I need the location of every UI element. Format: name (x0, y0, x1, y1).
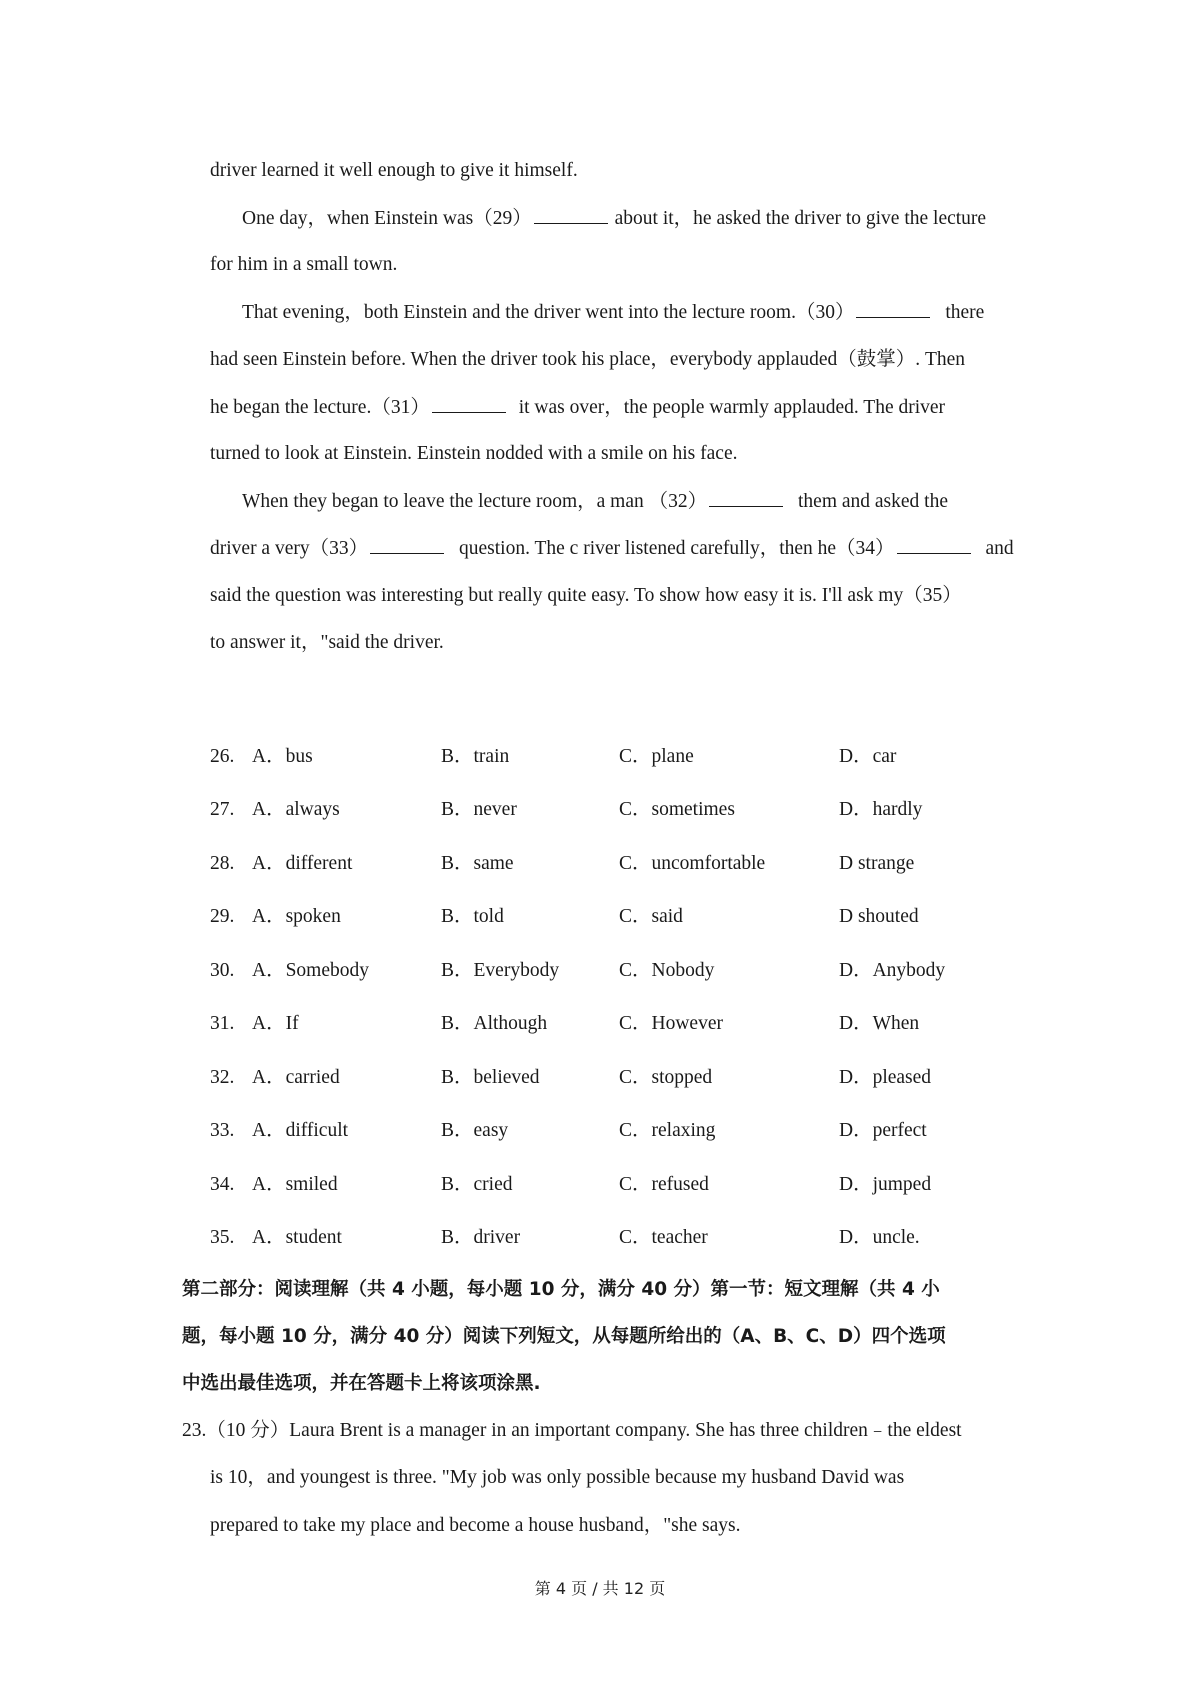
question-number: 28. (210, 853, 235, 874)
option-a: A．spoken (252, 906, 341, 927)
question-number: 29. (210, 906, 235, 927)
option-b: B．train (441, 746, 510, 767)
option-b: B．Although (441, 1013, 548, 1034)
passage-line: turned to look at Einstein. Einstein nodded with a smile on his face. (210, 443, 738, 464)
option-d: D．perfect (839, 1120, 927, 1141)
passage-line (242, 299, 984, 326)
text-segment: it was over，the people warmly applauded. The driver (518, 397, 946, 418)
passage-line (210, 394, 945, 421)
option-b: B．cried (441, 1174, 513, 1195)
answer-blank (432, 394, 506, 413)
passage-line (242, 205, 986, 232)
passage-line: had seen Einstein before. When the driver took his place，everybody applauded（鼓掌）. Then (210, 349, 966, 370)
option-c: C．said (619, 906, 683, 927)
passage-line: driver learned it well enough to give it himself. (210, 160, 578, 181)
option-row (210, 1065, 1010, 1091)
option-a: A．bus (252, 746, 313, 767)
option-b: B．same (441, 853, 514, 874)
option-c: C．teacher (619, 1227, 708, 1248)
option-c: C．refused (619, 1174, 709, 1195)
option-row (210, 1118, 1010, 1144)
option-a: A．Somebody (252, 960, 370, 981)
answer-blank (856, 299, 930, 318)
option-c: C．However (619, 1013, 723, 1034)
option-a: A．carried (252, 1067, 340, 1088)
option-row (210, 797, 1010, 823)
option-d: D．When (839, 1013, 920, 1034)
text-segment: That evening，both Einstein and the driver went into the lecture room.（30） (242, 302, 855, 323)
passage-line: to answer it，"said the driver. (210, 632, 444, 653)
option-b: B．told (441, 906, 504, 927)
answer-blank (370, 535, 444, 554)
text-segment: he began the lecture.（31） (210, 397, 430, 418)
option-c: C．Nobody (619, 960, 715, 981)
option-d: D strange (839, 853, 915, 874)
option-c: C．plane (619, 746, 694, 767)
option-row (210, 744, 1010, 770)
text-segment: When they began to leave the lecture room，a man （32） (242, 491, 708, 512)
text-segment: them and asked the (798, 491, 948, 512)
option-c: C．uncomfortable (619, 853, 766, 874)
option-d: D．car (839, 746, 897, 767)
page-footer: 第 4 页 / 共 12 页 (534, 1579, 666, 1598)
section-heading: 中选出最佳选项，并在答题卡上将该项涂黑. (182, 1373, 541, 1394)
option-row (210, 1225, 1010, 1251)
question-number: 32. (210, 1067, 235, 1088)
answer-blank (534, 205, 608, 224)
option-a: A．smiled (252, 1174, 338, 1195)
option-row (210, 904, 1010, 930)
question-number: 33. (210, 1120, 235, 1141)
option-a: A．If (252, 1013, 299, 1034)
section-heading: 第二部分：阅读理解（共 4 小题，每小题 10 分，满分 40 分）第一节：短文理解（共 4 小 (182, 1279, 940, 1300)
question-23-line: prepared to take my place and become a house husband，"she says. (210, 1515, 741, 1536)
text-segment: One day，when Einstein was（29） (242, 208, 532, 229)
option-d: D shouted (839, 906, 919, 927)
option-c: C．stopped (619, 1067, 713, 1088)
passage-line: for him in a small town. (210, 254, 398, 275)
option-d: D．uncle. (839, 1227, 920, 1248)
option-d: D．Anybody (839, 960, 946, 981)
text-segment: about it，he asked the driver to give the lecture (614, 208, 987, 229)
passage-line: said the question was interesting but really quite easy. To show how easy it is. I'll ask my（35） (210, 585, 962, 606)
question-23-line: 23.（10 分）Laura Brent is a manager in an important company. She has three children﹣the eldest (182, 1420, 962, 1441)
section-heading: 题，每小题 10 分，满分 40 分）阅读下列短文，从每题所给出的（A、B、C、D）四个选项 (182, 1326, 946, 1347)
option-row (210, 1011, 1010, 1037)
option-row (210, 958, 1010, 984)
answer-blank (709, 488, 783, 507)
question-number: 35. (210, 1227, 235, 1248)
question-number: 30. (210, 960, 235, 981)
option-a: A．difficult (252, 1120, 349, 1141)
answer-blank (897, 535, 971, 554)
question-number: 26. (210, 746, 235, 767)
option-c: C．relaxing (619, 1120, 716, 1141)
option-b: B．Everybody (441, 960, 560, 981)
option-row (210, 1172, 1010, 1198)
option-d: D．jumped (839, 1174, 932, 1195)
option-b: B．never (441, 799, 517, 820)
option-a: A．student (252, 1227, 342, 1248)
question-number: 27. (210, 799, 235, 820)
option-d: D．hardly (839, 799, 923, 820)
question-23-line: is 10，and youngest is three. "My job was only possible because my husband David was (210, 1467, 905, 1488)
text-segment: question. The c river listened carefully，then he（34） (459, 538, 895, 559)
option-row (210, 851, 1010, 877)
option-a: A．always (252, 799, 340, 820)
text-segment: there (945, 302, 985, 323)
option-b: B．easy (441, 1120, 509, 1141)
passage-line (242, 488, 948, 515)
text-segment: and (985, 538, 1014, 559)
question-number: 34. (210, 1174, 235, 1195)
option-c: C．sometimes (619, 799, 735, 820)
option-b: B．driver (441, 1227, 521, 1248)
option-d: D．pleased (839, 1067, 932, 1088)
passage-line (210, 535, 1014, 562)
option-a: A．different (252, 853, 353, 874)
option-b: B．believed (441, 1067, 540, 1088)
question-number: 31. (210, 1013, 235, 1034)
text-segment: driver a very（33） (210, 538, 369, 559)
